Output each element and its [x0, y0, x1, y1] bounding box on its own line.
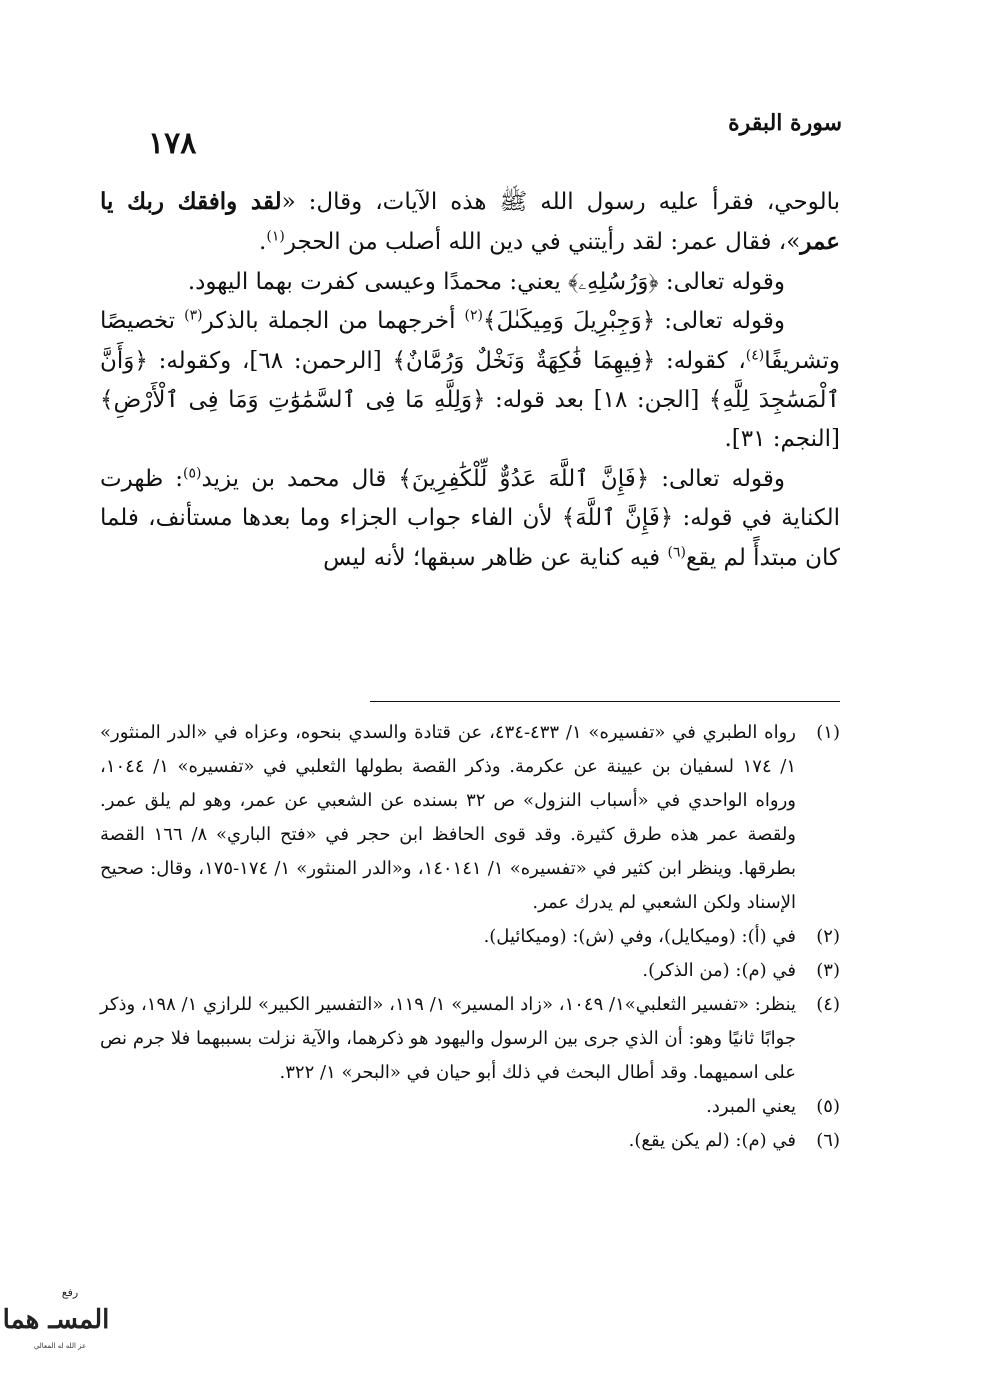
logo-small-text: عز الله له المعالي: [33, 1342, 87, 1350]
text-span: تخصيصًا وتشريفًا: [100, 308, 840, 374]
hadith-quote: لقد وافقك ربك يا عمر: [100, 188, 840, 256]
paragraph-1: [100, 182, 840, 263]
paragraph-4: [100, 460, 840, 578]
footnote-5: [100, 1090, 840, 1124]
footnote-number: (٢): [816, 926, 840, 947]
running-title: سورة البقرة: [728, 110, 842, 136]
text-span: فيه كناية عن ظاهر سبقها؛ لأنه ليس: [323, 544, 668, 571]
footnotes: [100, 716, 840, 1158]
footnote-1: [100, 716, 840, 920]
footnote-text: رواه الطبري في «تفسيره» ١/ ٤٣٣-٤٣٤، عن قتادة والسدي بنحوه، وعزاه في «الدر المنثور» ١/ ١٧٤ لسفيان بن عيينة عن عكرمة. وذكر القصة بطولها الثعلبي في «تفسيره» ١/ ١٠٤٤، ورواه الواحدي في «أسباب النزول» ص ٣٢ بسنده عن الشعبي عن عمر، وهو لم يلق عمر. ولقصة عمر هذه طرق كثيرة. وقد قوى الحافظ ابن حجر في «فتح الباري» ٨/ ١٦٦ القصة بطرقها. وينظر ابن كثير في «تفسيره» ١/ ١٤٠١٤١، و«الدر المنثور» ١/ ١٧٤-١٧٥، وقال: صحيح الإسناد ولكن الشعبي لم يدرك عمر.: [100, 722, 796, 913]
footnote-number: (٦): [816, 1130, 840, 1151]
footnote-text: في (م): (من الذكر).: [642, 960, 796, 981]
paragraph-2: وقوله تعالى: ﴿وَرُسُلِهِۦ﴾ يعني: محمدًا وعيسى كفرت بهما اليهود.: [187, 268, 785, 295]
text-span: بالوحي، فقرأ عليه رسول الله ﷺ هذه الآيات، وقال: «: [281, 189, 840, 215]
logo-main-text: المسـ هما: [2, 1305, 110, 1335]
text-span: .: [259, 229, 267, 256]
text-span: أخرجهما من الجملة بالذكر: [202, 308, 465, 335]
footnote-ref-4[interactable]: (٤): [745, 346, 765, 363]
footnote-ref-2[interactable]: (٢): [464, 307, 484, 324]
text-span: »، فقال عمر: لقد رأيتني في دين الله أصلب من الحجر: [284, 229, 801, 256]
footnote-ref-5[interactable]: (٥): [183, 465, 202, 482]
footnote-number: (٥): [816, 1096, 840, 1117]
footnote-ref-1[interactable]: (١): [266, 228, 285, 245]
text-span: : ظهرت الكناية في قوله: ﴿فَإِنَّ ٱللَّهَ﴾ لأن الفاء جواب الجزاء وما بعدها مستأنف، فلما كان مبتدأً لم يقع: [100, 465, 840, 571]
page-number: ١٧٨: [148, 126, 197, 161]
footnote-number: (١): [816, 722, 840, 743]
watermark-logo: [2, 1282, 110, 1358]
footnote-ref-6[interactable]: (٦): [667, 544, 686, 560]
footnote-text: في (م): (لم يكن يقع).: [628, 1130, 796, 1151]
footnote-6: [100, 1124, 840, 1158]
footnote-3: [100, 954, 840, 988]
text-span: وقوله تعالى: ﴿وَجِبْرِيلَ وَمِيكَىٰلَ﴾: [483, 308, 785, 335]
footnote-text: في (أ): (وميكايل)، وفي (ش): (وميكائيل).: [483, 926, 796, 947]
footnote-number: (٤): [816, 994, 840, 1015]
footnote-text: ينظر: «تفسير الثعلبي»١/ ١٠٤٩، «زاد المسير» ١/ ١١٩، «التفسير الكبير» للرازي ١/ ١٩٨، وذكر جوابًا ثانيًا وهو: أن الذي جرى بين الرسول واليهود هو ذكرهما، والآية نزلت بسببهما فلا جرم نص على اسميهما. وقد أطال البحث في ذلك أبو حيان في «البحر» ١/ ٣٢٢.: [100, 994, 797, 1083]
footnote-2: [100, 920, 840, 954]
paragraph-3: [100, 302, 840, 460]
footnote-text: يعني المبرد.: [706, 1096, 796, 1117]
page-header: [148, 110, 842, 160]
footnote-divider: [370, 701, 840, 702]
main-text: [100, 182, 840, 578]
footnote-ref-3[interactable]: (٣): [184, 307, 203, 324]
footnote-4: [100, 988, 840, 1090]
logo-top-text: رفع: [61, 1286, 79, 1299]
text-span: ، كقوله: ﴿فِيهِمَا فَٰكِهَةٌ وَنَخْلٌ وَرُمَّانٌ﴾ [الرحمن: ٦٨]، وكقوله: ﴿وَأَنَّ ٱلْمَسَٰجِدَ لِلَّهِ﴾ [الجن: ١٨] بعد قوله: ﴿وَلِلَّهِ مَا فِى ٱلسَّمَٰوَٰتِ وَمَا فِى ٱلْأَرْضِ﴾ [النجم: ٣١].: [100, 347, 840, 453]
text-span: وقوله تعالى: ﴿فَإِنَّ ٱللَّهَ عَدُوٌّ لِّلْكَٰفِرِينَ﴾ قال محمد بن يزيد: [201, 465, 785, 492]
footnote-number: (٣): [816, 960, 840, 981]
